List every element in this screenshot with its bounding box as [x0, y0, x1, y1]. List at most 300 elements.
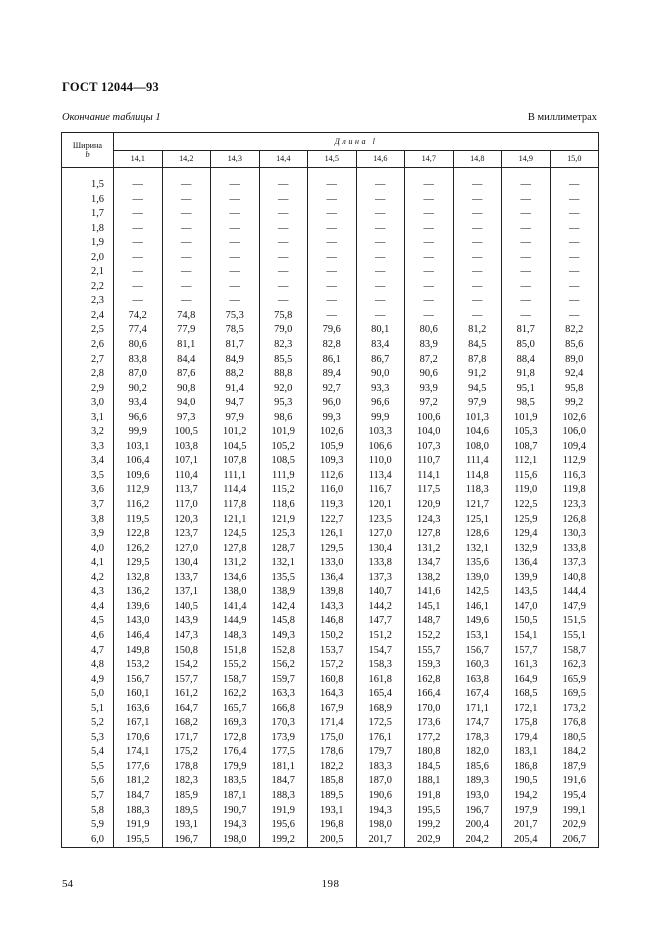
value-cell: — — [502, 193, 551, 208]
value-cell: — — [405, 222, 454, 237]
table-row — [62, 614, 599, 629]
value-cell: 92,0 — [259, 382, 308, 397]
table-row — [62, 745, 599, 760]
value-cell: 188,3 — [259, 789, 308, 804]
value-cell: 94,7 — [211, 396, 260, 411]
value-cell: 91,8 — [502, 367, 551, 382]
value-cell: 169,3 — [211, 716, 260, 731]
value-cell: 98,5 — [502, 396, 551, 411]
value-cell: — — [259, 193, 308, 208]
value-cell: 136,4 — [502, 556, 551, 571]
value-cell: 107,8 — [211, 454, 260, 469]
value-cell: 95,1 — [502, 382, 551, 397]
value-cell: 148,7 — [405, 614, 454, 629]
value-cell: 130,4 — [356, 542, 405, 557]
value-cell: 177,6 — [114, 760, 163, 775]
value-cell: — — [308, 251, 357, 266]
value-cell: 193,0 — [453, 789, 502, 804]
value-cell: — — [114, 178, 163, 193]
value-cell: 82,2 — [550, 323, 599, 338]
table-spacer-row — [62, 168, 599, 179]
value-cell: 87,6 — [162, 367, 211, 382]
width-cell: 2,2 — [62, 280, 114, 295]
value-cell: 171,7 — [162, 731, 211, 746]
value-cell: 201,7 — [502, 818, 551, 833]
value-cell: — — [405, 309, 454, 324]
table-row — [62, 309, 599, 324]
width-cell: 3,7 — [62, 498, 114, 513]
value-cell: 134,6 — [211, 571, 260, 586]
table-row — [62, 440, 599, 455]
value-cell: — — [211, 280, 260, 295]
value-cell: 173,6 — [405, 716, 454, 731]
value-cell: 173,2 — [550, 702, 599, 717]
value-cell: 110,4 — [162, 469, 211, 484]
value-cell: 128,7 — [259, 542, 308, 557]
value-cell: 93,3 — [356, 382, 405, 397]
value-cell: 79,0 — [259, 323, 308, 338]
value-cell: 80,1 — [356, 323, 405, 338]
value-cell: 122,5 — [502, 498, 551, 513]
value-cell: 189,5 — [308, 789, 357, 804]
table-row — [62, 323, 599, 338]
value-cell: 138,2 — [405, 571, 454, 586]
width-column-header — [62, 133, 114, 168]
value-cell: 144,2 — [356, 600, 405, 615]
value-cell: 179,7 — [356, 745, 405, 760]
value-cell: 162,3 — [550, 658, 599, 673]
value-cell: — — [502, 207, 551, 222]
value-cell: 137,1 — [162, 585, 211, 600]
width-cell: 5,3 — [62, 731, 114, 746]
value-cell: 158,7 — [211, 673, 260, 688]
value-cell: 150,8 — [162, 644, 211, 659]
table-row — [62, 367, 599, 382]
value-cell: 97,2 — [405, 396, 454, 411]
value-cell: 193,1 — [308, 804, 357, 819]
width-cell: 3,2 — [62, 425, 114, 440]
table-row — [62, 527, 599, 542]
value-cell: 158,3 — [356, 658, 405, 673]
value-cell: 178,6 — [308, 745, 357, 760]
value-cell: 199,2 — [405, 818, 454, 833]
value-cell: 194,3 — [211, 818, 260, 833]
value-cell: 198,0 — [211, 833, 260, 848]
value-cell: 138,9 — [259, 585, 308, 600]
value-cell: 164,3 — [308, 687, 357, 702]
value-cell: 127,0 — [162, 542, 211, 557]
value-cell: — — [502, 236, 551, 251]
width-cell: 3,4 — [62, 454, 114, 469]
value-cell: — — [453, 236, 502, 251]
value-cell: — — [162, 265, 211, 280]
value-cell: 135,6 — [453, 556, 502, 571]
table-row — [62, 600, 599, 615]
value-cell: — — [356, 222, 405, 237]
value-cell: 104,5 — [211, 440, 260, 455]
width-cell: 4,9 — [62, 673, 114, 688]
value-cell: 159,3 — [405, 658, 454, 673]
value-cell: 155,1 — [550, 629, 599, 644]
table-row — [62, 702, 599, 717]
value-cell: 98,6 — [259, 411, 308, 426]
spacer-cell — [162, 168, 211, 179]
value-cell: 164,9 — [502, 673, 551, 688]
value-cell: 75,8 — [259, 309, 308, 324]
value-cell: 160,1 — [114, 687, 163, 702]
value-cell: 167,4 — [453, 687, 502, 702]
value-cell: 202,9 — [405, 833, 454, 848]
value-cell: 126,2 — [114, 542, 163, 557]
value-cell: 103,1 — [114, 440, 163, 455]
value-cell: 113,7 — [162, 483, 211, 498]
value-cell: 171,4 — [308, 716, 357, 731]
value-cell: 107,3 — [405, 440, 454, 455]
document-title: ГОСТ 12044—93 — [62, 80, 159, 94]
value-cell: 127,8 — [405, 527, 454, 542]
value-cell: 133,8 — [550, 542, 599, 557]
value-cell: 132,8 — [114, 571, 163, 586]
value-cell: — — [211, 294, 260, 309]
value-cell: 126,8 — [550, 513, 599, 528]
value-cell: — — [162, 236, 211, 251]
value-cell: — — [405, 236, 454, 251]
value-cell: 183,3 — [356, 760, 405, 775]
value-cell: 106,6 — [356, 440, 405, 455]
value-cell: 117,0 — [162, 498, 211, 513]
value-cell: — — [502, 294, 551, 309]
value-cell: 189,3 — [453, 774, 502, 789]
value-cell: 91,4 — [211, 382, 260, 397]
value-cell: 85,5 — [259, 353, 308, 368]
value-cell: 181,1 — [259, 760, 308, 775]
value-cell: 132,1 — [453, 542, 502, 557]
value-cell: 125,1 — [453, 513, 502, 528]
value-cell: 149,3 — [259, 629, 308, 644]
width-cell: 5,2 — [62, 716, 114, 731]
value-cell: 122,7 — [308, 513, 357, 528]
value-cell: 78,5 — [211, 323, 260, 338]
value-cell: — — [356, 280, 405, 295]
value-cell: 93,9 — [405, 382, 454, 397]
value-cell: 87,2 — [405, 353, 454, 368]
value-cell: — — [550, 280, 599, 295]
value-cell: 154,2 — [162, 658, 211, 673]
value-cell: 85,0 — [502, 338, 551, 353]
table-row — [62, 716, 599, 731]
value-cell: 114,8 — [453, 469, 502, 484]
value-cell: 149,8 — [114, 644, 163, 659]
width-cell: 2,4 — [62, 309, 114, 324]
value-cell: 180,8 — [405, 745, 454, 760]
value-cell: 102,6 — [308, 425, 357, 440]
value-cell: 77,9 — [162, 323, 211, 338]
value-cell: — — [502, 309, 551, 324]
value-cell: 186,8 — [502, 760, 551, 775]
value-cell: 86,7 — [356, 353, 405, 368]
value-cell: 139,6 — [114, 600, 163, 615]
value-cell: 109,6 — [114, 469, 163, 484]
width-cell: 1,6 — [62, 193, 114, 208]
value-cell: 120,9 — [405, 498, 454, 513]
value-cell: — — [114, 294, 163, 309]
value-cell: 120,1 — [356, 498, 405, 513]
value-cell: — — [453, 265, 502, 280]
value-cell: 146,1 — [453, 600, 502, 615]
value-cell: 167,9 — [308, 702, 357, 717]
value-cell: — — [502, 265, 551, 280]
value-cell: 144,4 — [550, 585, 599, 600]
value-cell: — — [356, 207, 405, 222]
value-cell: 155,7 — [405, 644, 454, 659]
value-cell: 156,7 — [114, 673, 163, 688]
value-cell: 129,4 — [502, 527, 551, 542]
table-row — [62, 396, 599, 411]
value-cell: 199,2 — [259, 833, 308, 848]
value-cell: — — [114, 280, 163, 295]
value-cell: — — [308, 294, 357, 309]
spacer-cell — [62, 168, 114, 179]
value-cell: 176,8 — [550, 716, 599, 731]
value-cell: 199,1 — [550, 804, 599, 819]
table-row — [62, 789, 599, 804]
value-cell: 191,9 — [114, 818, 163, 833]
value-cell: 143,9 — [162, 614, 211, 629]
value-cell: 156,7 — [453, 644, 502, 659]
value-cell: 90,0 — [356, 367, 405, 382]
table-row — [62, 571, 599, 586]
spacer-cell — [114, 168, 163, 179]
value-cell: 180,5 — [550, 731, 599, 746]
table-row — [62, 644, 599, 659]
value-cell: 205,4 — [502, 833, 551, 848]
value-cell: — — [114, 251, 163, 266]
value-cell: 106,0 — [550, 425, 599, 440]
value-cell: 97,9 — [453, 396, 502, 411]
value-cell: 175,0 — [308, 731, 357, 746]
value-cell: — — [259, 222, 308, 237]
value-cell: 136,4 — [308, 571, 357, 586]
table-row — [62, 804, 599, 819]
value-cell: — — [211, 193, 260, 208]
value-cell: 187,9 — [550, 760, 599, 775]
value-cell: — — [453, 222, 502, 237]
value-cell: 148,3 — [211, 629, 260, 644]
value-cell: 97,3 — [162, 411, 211, 426]
value-cell: 101,9 — [259, 425, 308, 440]
width-cell: 4,8 — [62, 658, 114, 673]
value-cell: 178,3 — [453, 731, 502, 746]
value-cell: 202,9 — [550, 818, 599, 833]
value-cell: — — [308, 222, 357, 237]
value-cell: — — [259, 265, 308, 280]
value-cell: 113,4 — [356, 469, 405, 484]
value-cell: 101,3 — [453, 411, 502, 426]
value-cell: 141,4 — [211, 600, 260, 615]
table-row — [62, 833, 599, 848]
width-cell: 2,9 — [62, 382, 114, 397]
value-cell: 129,5 — [308, 542, 357, 557]
table-row — [62, 774, 599, 789]
table-row — [62, 236, 599, 251]
value-cell: 170,6 — [114, 731, 163, 746]
value-cell: 151,8 — [211, 644, 260, 659]
value-cell: 87,8 — [453, 353, 502, 368]
value-cell: — — [356, 178, 405, 193]
value-cell: 179,4 — [502, 731, 551, 746]
value-cell: 165,4 — [356, 687, 405, 702]
value-cell: 99,3 — [308, 411, 357, 426]
value-cell: 169,5 — [550, 687, 599, 702]
value-cell: 92,4 — [550, 367, 599, 382]
value-cell: 195,6 — [259, 818, 308, 833]
value-cell: — — [502, 280, 551, 295]
value-cell: 144,9 — [211, 614, 260, 629]
width-header-symbol: b — [85, 150, 90, 159]
value-cell: — — [211, 236, 260, 251]
width-cell: 4,6 — [62, 629, 114, 644]
value-cell: 89,0 — [550, 353, 599, 368]
value-cell: — — [453, 309, 502, 324]
value-cell: 182,0 — [453, 745, 502, 760]
spacer-cell — [259, 168, 308, 179]
width-cell: 2,7 — [62, 353, 114, 368]
value-cell: 75,3 — [211, 309, 260, 324]
value-cell: 177,5 — [259, 745, 308, 760]
value-cell: — — [162, 178, 211, 193]
value-cell: 121,9 — [259, 513, 308, 528]
width-cell: 4,1 — [62, 556, 114, 571]
value-cell: 188,3 — [114, 804, 163, 819]
value-cell: 112,9 — [550, 454, 599, 469]
value-cell: — — [502, 178, 551, 193]
table-row — [62, 585, 599, 600]
value-cell: — — [550, 178, 599, 193]
value-cell: 91,2 — [453, 367, 502, 382]
value-cell: 80,6 — [405, 323, 454, 338]
value-cell: 162,8 — [405, 673, 454, 688]
value-cell: 154,1 — [502, 629, 551, 644]
value-cell: 185,8 — [308, 774, 357, 789]
value-cell: 147,0 — [502, 600, 551, 615]
value-cell: 94,5 — [453, 382, 502, 397]
spacer-cell — [356, 168, 405, 179]
value-cell: 195,5 — [114, 833, 163, 848]
value-cell: 140,8 — [550, 571, 599, 586]
value-cell: 201,7 — [356, 833, 405, 848]
value-cell: 142,5 — [453, 585, 502, 600]
value-cell: 102,6 — [550, 411, 599, 426]
width-cell: 5,8 — [62, 804, 114, 819]
value-cell: 153,2 — [114, 658, 163, 673]
value-cell: 165,9 — [550, 673, 599, 688]
value-cell: — — [308, 178, 357, 193]
value-cell: — — [405, 294, 454, 309]
value-cell: 132,9 — [502, 542, 551, 557]
table-row — [62, 425, 599, 440]
value-cell: 115,6 — [502, 469, 551, 484]
value-cell: 195,5 — [405, 804, 454, 819]
value-cell: 200,5 — [308, 833, 357, 848]
value-cell: 103,8 — [162, 440, 211, 455]
value-cell: — — [550, 207, 599, 222]
value-cell: 119,5 — [114, 513, 163, 528]
value-cell: 183,1 — [502, 745, 551, 760]
table-row — [62, 294, 599, 309]
value-cell: 83,9 — [405, 338, 454, 353]
width-cell: 3,3 — [62, 440, 114, 455]
value-cell: 157,7 — [162, 673, 211, 688]
value-cell: 133,8 — [356, 556, 405, 571]
value-cell: 88,2 — [211, 367, 260, 382]
value-cell: 96,0 — [308, 396, 357, 411]
value-cell: 99,9 — [356, 411, 405, 426]
value-cell: 151,2 — [356, 629, 405, 644]
column-header: 14,1 — [114, 150, 163, 168]
width-cell: 4,4 — [62, 600, 114, 615]
value-cell: 83,8 — [114, 353, 163, 368]
value-cell: — — [162, 280, 211, 295]
value-cell: 127,8 — [211, 542, 260, 557]
value-cell: 77,4 — [114, 323, 163, 338]
value-cell: 139,8 — [308, 585, 357, 600]
column-header: 14,5 — [308, 150, 357, 168]
value-cell: — — [502, 251, 551, 266]
width-cell: 2,6 — [62, 338, 114, 353]
table-row — [62, 513, 599, 528]
value-cell: 172,5 — [356, 716, 405, 731]
value-cell: 157,7 — [502, 644, 551, 659]
value-cell: — — [162, 251, 211, 266]
value-cell: 177,2 — [405, 731, 454, 746]
value-cell: 150,5 — [502, 614, 551, 629]
table-row — [62, 556, 599, 571]
value-cell: 121,7 — [453, 498, 502, 513]
value-cell: 108,7 — [502, 440, 551, 455]
value-cell: 140,7 — [356, 585, 405, 600]
value-cell: — — [550, 193, 599, 208]
value-cell: 117,5 — [405, 483, 454, 498]
table-row — [62, 338, 599, 353]
value-cell: 84,5 — [453, 338, 502, 353]
width-cell: 4,3 — [62, 585, 114, 600]
value-cell: 87,0 — [114, 367, 163, 382]
length-group-header: Длина l — [114, 133, 599, 151]
value-cell: 160,3 — [453, 658, 502, 673]
value-cell: — — [259, 280, 308, 295]
value-cell: — — [356, 265, 405, 280]
width-cell: 1,9 — [62, 236, 114, 251]
value-cell: 168,9 — [356, 702, 405, 717]
value-cell: — — [356, 294, 405, 309]
value-cell: — — [356, 251, 405, 266]
table-row — [62, 498, 599, 513]
value-cell: 92,7 — [308, 382, 357, 397]
value-cell: 145,8 — [259, 614, 308, 629]
width-cell: 3,5 — [62, 469, 114, 484]
table-caption: Окончание таблицы 1 — [62, 112, 161, 123]
value-cell: 90,6 — [405, 367, 454, 382]
value-cell: 81,7 — [211, 338, 260, 353]
table-body — [62, 168, 599, 848]
value-cell: 112,9 — [114, 483, 163, 498]
value-cell: 184,2 — [550, 745, 599, 760]
value-cell: 147,3 — [162, 629, 211, 644]
value-cell: 134,7 — [405, 556, 454, 571]
width-cell: 5,1 — [62, 702, 114, 717]
value-cell: 81,2 — [453, 323, 502, 338]
value-cell: 131,2 — [405, 542, 454, 557]
